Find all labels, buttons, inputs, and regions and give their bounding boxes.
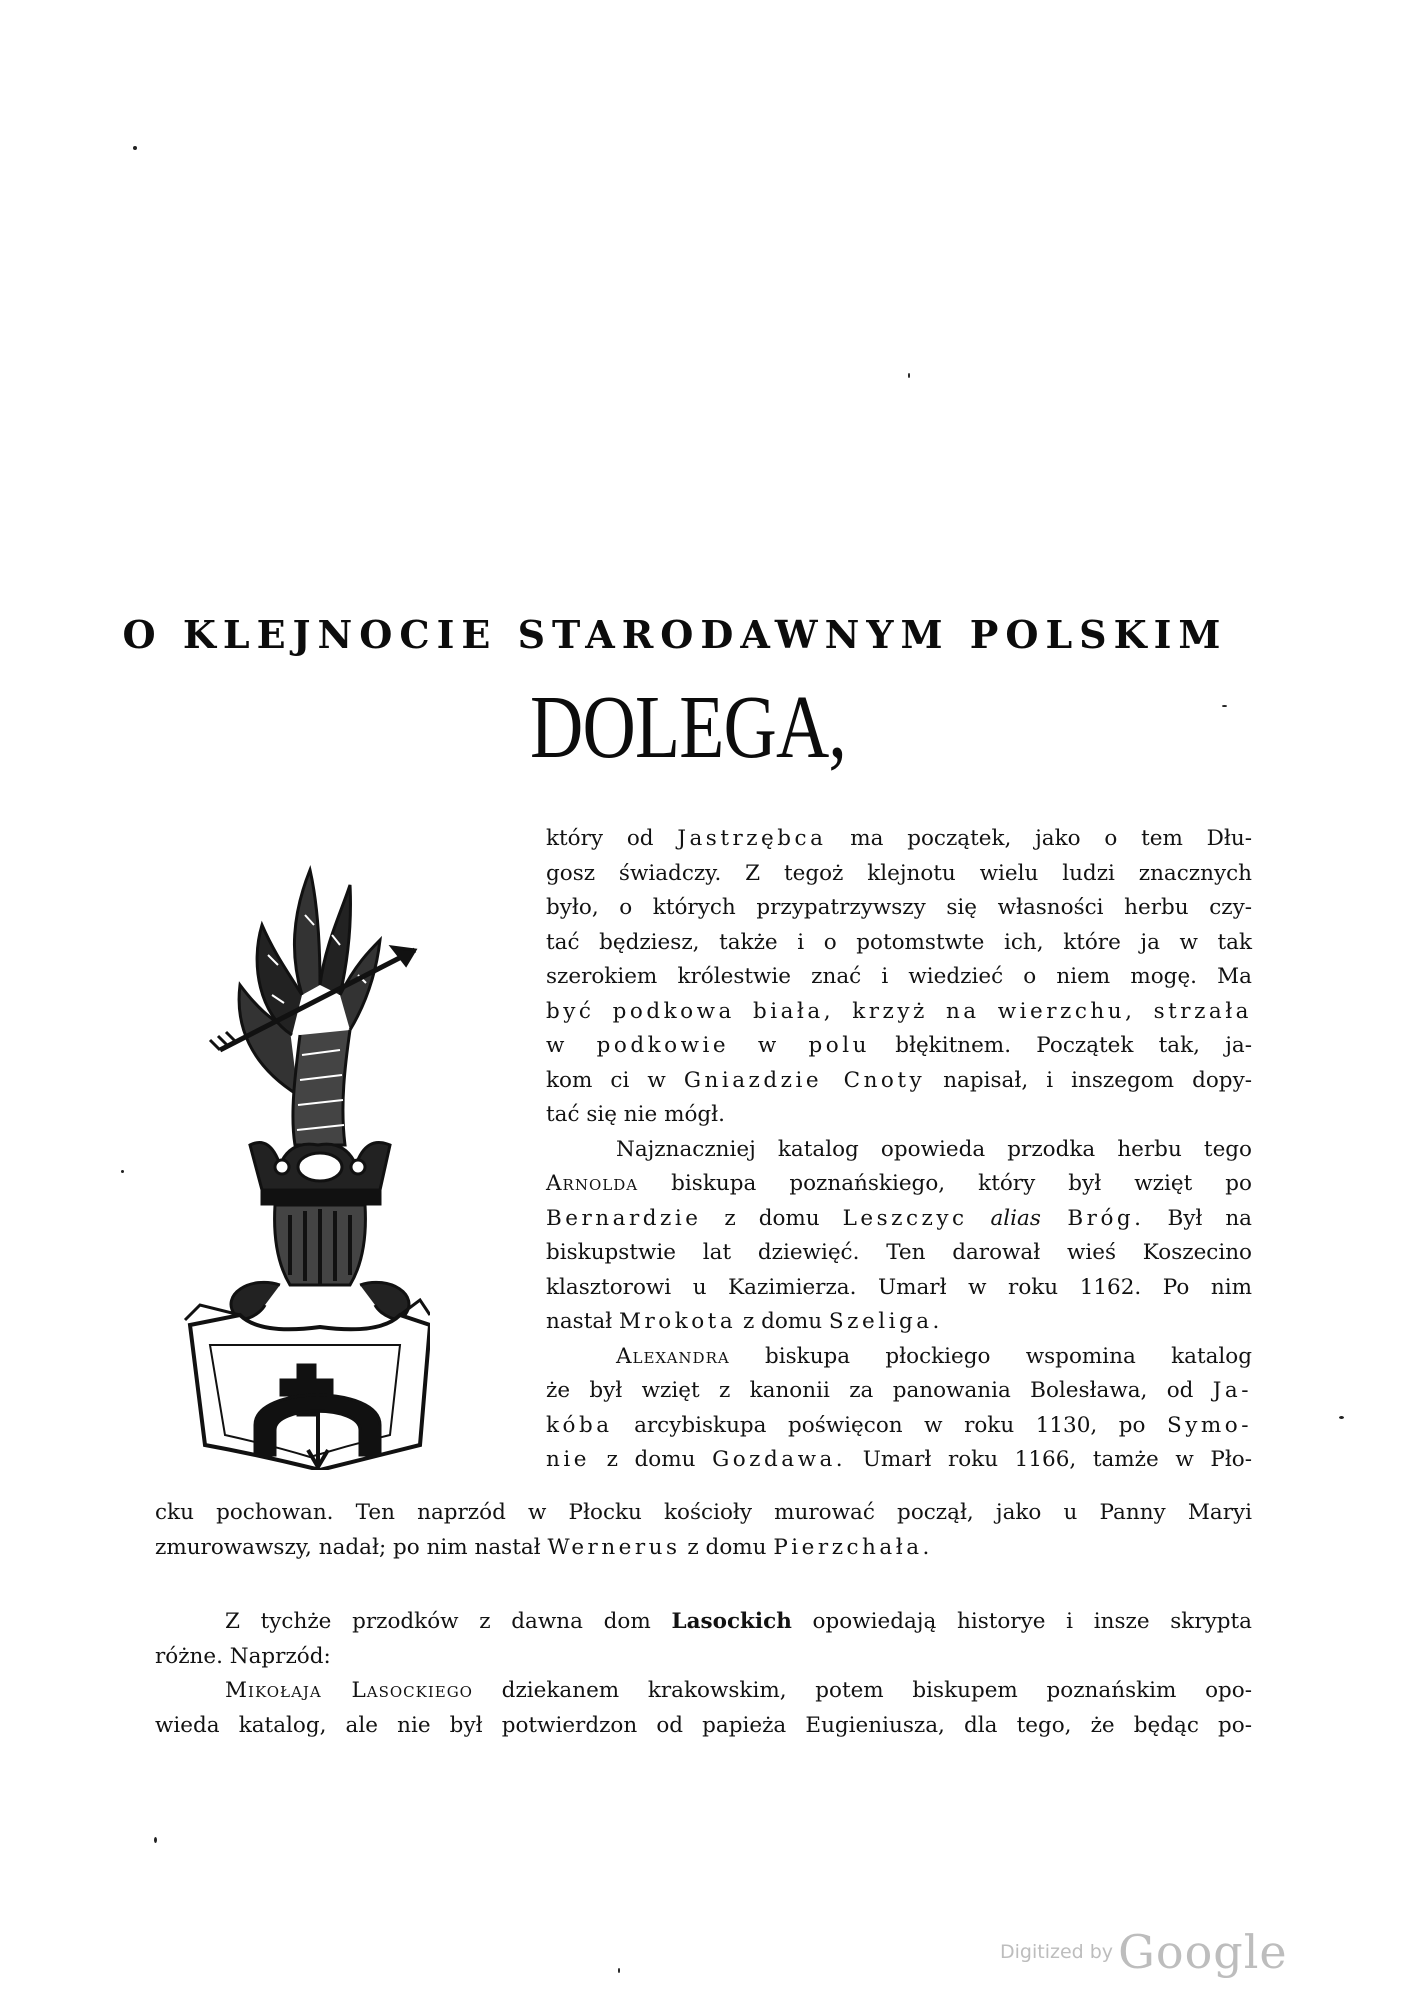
text-run: różne. Naprzód:	[155, 1643, 331, 1669]
speck	[618, 1968, 620, 1973]
text-run: ma początek, jako o tem Dłu-	[826, 826, 1252, 851]
text-full-width	[155, 1496, 1252, 1565]
text-run: nastał	[546, 1309, 619, 1334]
text-run: Jastrzębca	[677, 826, 827, 851]
text-line	[546, 822, 1252, 857]
text-run: Symo-	[1167, 1412, 1252, 1438]
text-run: z domu	[680, 1534, 774, 1560]
text-run: biskupa poznańskiego, który był wzięt po	[638, 1171, 1252, 1196]
text-run: tać się nie mógł.	[546, 1102, 725, 1127]
text-line	[546, 1098, 1252, 1133]
text-run: Gozdawa.	[712, 1447, 847, 1472]
text-run: Szeliga.	[828, 1309, 943, 1334]
speck	[154, 1837, 157, 1843]
text-run: biskupa płockiego wspomina katalog	[729, 1343, 1252, 1369]
text-line	[155, 1605, 1252, 1640]
text-run: napisał, i inszegom dopy-	[925, 1067, 1252, 1093]
text-run: Ja-	[1212, 1378, 1252, 1403]
text-run: dziekanem krakowskim, potem biskupem poznańskim opo-	[472, 1678, 1253, 1703]
text-run: zmurowawszy, nadał; po nim nastał	[155, 1534, 548, 1560]
text-line	[155, 1531, 1252, 1566]
text-run: Mrokota	[618, 1309, 737, 1334]
text-line	[546, 995, 1252, 1030]
text-run: Pierzchała.	[773, 1534, 933, 1560]
text-line	[546, 1409, 1252, 1444]
text-run: Leszczyc	[842, 1205, 968, 1231]
text-run: alias	[967, 1205, 1041, 1231]
text-run: wieda katalog, ale nie był potwierdzon od papieża Eugieniusza, dla tego, że będąc po-	[155, 1712, 1252, 1738]
text-run: Bróg.	[1040, 1205, 1145, 1231]
google-watermark	[1000, 1925, 1290, 1985]
text-run: który od	[546, 826, 678, 851]
text-line	[546, 1443, 1252, 1478]
text-line	[546, 1029, 1252, 1064]
text-line	[546, 1271, 1252, 1306]
text-line	[546, 1202, 1252, 1237]
text-line	[546, 1167, 1252, 1202]
text-run: cku pochowan. Ten naprzód w Płocku kościoły murować począł, jako u Panny Maryi	[155, 1500, 1252, 1525]
text-line	[546, 1340, 1252, 1375]
text-run: Bernardzie	[546, 1205, 702, 1231]
text-line	[546, 1236, 1252, 1271]
text-line	[155, 1496, 1252, 1531]
text-run: klasztorowi u Kazimierza. Umarł w roku 1162. Po nim	[546, 1274, 1252, 1300]
text-run: błękitnem. Początek tak, ja-	[869, 1033, 1252, 1058]
text-run: kom ci w	[546, 1067, 684, 1093]
text-run: Był na	[1144, 1205, 1253, 1231]
text-run: Najznaczniej katalog opowieda przodka herbu tego	[616, 1136, 1252, 1162]
text-line	[155, 1674, 1252, 1709]
text-run: Gniazdzie Cnoty	[683, 1067, 926, 1093]
speck	[1222, 705, 1227, 707]
text-run: Arnolda	[546, 1171, 639, 1196]
text-run: z domu	[589, 1447, 713, 1472]
text-run: biskupstwie lat dziewięć. Ten darował wieś Koszecino	[546, 1240, 1252, 1265]
text-line	[155, 1709, 1252, 1744]
speck	[133, 146, 137, 150]
text-run: że był wzięt z kanonii za panowania Bolesława, od	[546, 1378, 1213, 1403]
text-run: gosz świadczy. Z tegoż klejnotu wielu ludzi znacznych	[546, 860, 1252, 886]
watermark-google: Google	[1118, 1925, 1288, 1979]
page-title: DOLEGA,	[530, 678, 847, 777]
text-run: arcybiskupa poświęcon w roku 1130, po	[612, 1412, 1168, 1438]
text-run: z domu	[736, 1309, 829, 1334]
text-line	[546, 960, 1252, 995]
page-heading: O KLEJNOCIE STARODAWNYM POLSKIM	[122, 612, 1228, 657]
text-run: kóba	[546, 1412, 613, 1438]
text-run: w podkowie w polu	[546, 1033, 870, 1058]
text-line	[546, 1133, 1252, 1168]
text-line	[546, 926, 1252, 961]
text-line	[546, 891, 1252, 926]
text-run: Lasockich	[671, 1609, 792, 1634]
text-line	[546, 1305, 1252, 1340]
text-run: tać będziesz, także i o potomstwte ich, które ja w tak	[546, 929, 1252, 955]
text-run: Mikołaja Lasockiego	[225, 1678, 473, 1703]
text-run: było, o których przypatrzywszy się własności herbu czy-	[546, 895, 1252, 920]
speck	[121, 1170, 124, 1173]
text-run: Z tychże przodków z dawna dom	[225, 1609, 672, 1634]
text-line	[546, 857, 1252, 892]
text-run: z domu	[701, 1205, 843, 1231]
text-section-lasocki	[155, 1605, 1252, 1743]
text-run: nie	[546, 1447, 590, 1472]
text-run: opowiedają historye i insze skrypta	[791, 1609, 1252, 1634]
coat-of-arms-illustration	[180, 845, 430, 1470]
text-run: Alexandra	[616, 1343, 730, 1369]
text-run: Wernerus	[547, 1534, 681, 1560]
text-run: Umarł roku 1166, tamże w Pło-	[846, 1447, 1252, 1472]
text-line	[546, 1374, 1252, 1409]
speck	[1339, 1416, 1344, 1419]
text-run: podkowa biała, krzyż na wierzchu, strzała	[612, 998, 1253, 1024]
text-line	[155, 1640, 1252, 1675]
text-line	[546, 1064, 1252, 1099]
text-column	[546, 822, 1252, 1478]
text-run: być	[546, 998, 613, 1024]
watermark-digitized-by: Digitized by	[1000, 1941, 1114, 1963]
speck	[908, 373, 910, 378]
text-run: szerokiem królestwie znać i wiedzieć o niem mogę. Ma	[546, 964, 1252, 989]
